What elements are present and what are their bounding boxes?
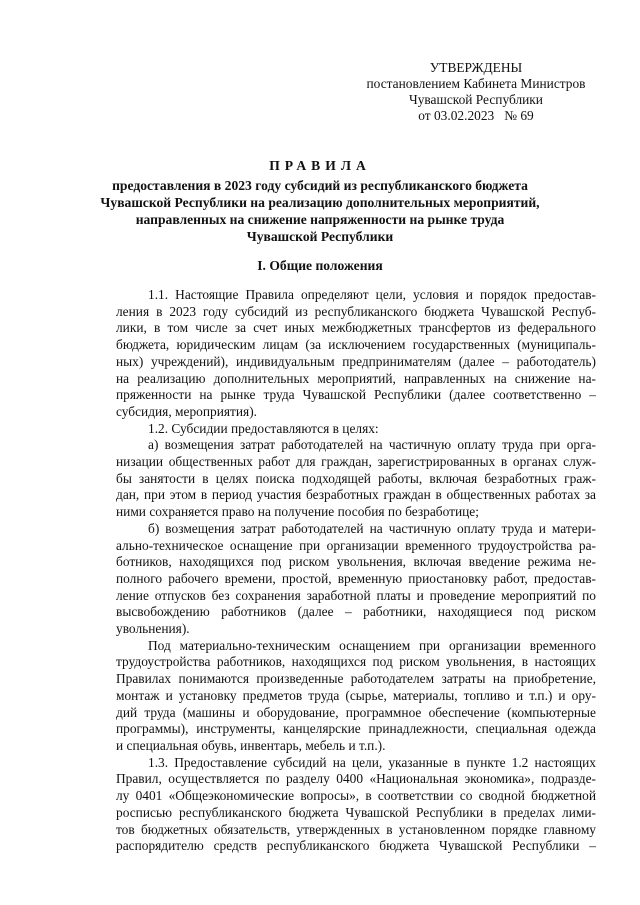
paragraph-line: Правилах понимаются произведенные работодателем затраты на приобретение,: [116, 671, 596, 687]
paragraph-line: увольнения).: [116, 621, 190, 637]
paragraph-line: лу 0401 «Общеэкономические вопросы», в соответствии со сводной бюджетной: [116, 788, 596, 804]
paragraph: [116, 755, 596, 855]
approval-issuer: постановлением Кабинета Министров: [366, 76, 586, 91]
section-title: I. Общие положения: [257, 258, 383, 273]
paragraph: [116, 287, 596, 421]
document-subtitle-line: Чувашской Республики на реализацию дополнительных мероприятий,: [100, 195, 540, 210]
approval-stamp: [356, 60, 596, 124]
document-subtitle-line: направленных на снижение напряженности на рынке труда: [135, 212, 505, 227]
paragraph: [116, 521, 596, 638]
paragraph: [116, 421, 596, 438]
paragraph-line: программы), инструменты, канцелярские принадлежности, специальная одежда: [116, 721, 596, 737]
document-body: [116, 287, 596, 855]
paragraph-line: монтаж и установку предметов труда (сырье, материалы, топливо и т.п.) и ору-: [116, 687, 596, 703]
paragraph-line: росписью республиканского бюджета Чувашской Республики в пределах лими-: [116, 804, 596, 820]
approval-date: от 03.02.2023: [418, 108, 495, 123]
document-subtitle-line: предоставления в 2023 году субсидий из республиканского бюджета: [112, 178, 528, 193]
document-subtitle-line: Чувашской Республики: [246, 229, 394, 244]
paragraph-line: б) возмещения затрат работодателей на частичную оплату труда и матери-: [148, 520, 596, 536]
paragraph-line: ных) учреждений), индивидуальным предпринимателям (далее – работодатель): [116, 353, 596, 369]
paragraph-line: дан, при этом в период участия безработных граждан в общественных работах за: [116, 487, 596, 503]
paragraph-line: субсидия, мероприятия).: [116, 403, 258, 419]
paragraph-line: трудоустройства работников, находящихся под риском увольнения, в настоящих: [116, 654, 596, 670]
paragraph-line: и специальная обувь, инвентарь, мебель и т.п.).: [116, 737, 386, 753]
paragraph-line: ление отпусков без сохранения заработной платы и проведение мероприятий по: [116, 587, 596, 603]
paragraph-line: 1.1. Настоящие Правила определяют цели, условия и порядок предостав-: [148, 287, 596, 302]
paragraph-line: полного рабочего времени, простой, временную приостановку работ, предостав-: [116, 570, 596, 586]
paragraph-line: на реализацию дополнительных мероприятий, направленных на снижение на-: [116, 370, 596, 386]
paragraph-line: ними сохраняется право на получение пособия по безработице;: [116, 504, 479, 520]
paragraph-line: Под материально-техническим оснащением при организации временного: [148, 637, 596, 653]
paragraph-line: распорядителю средств республиканского бюджета Чувашской Республики –: [116, 838, 596, 854]
approval-heading: УТВЕРЖДЕНЫ: [429, 60, 523, 75]
approval-date-number: [356, 108, 596, 124]
paragraph-line: Правил, осуществляется по разделу 0400 «Национальная экономика», подразде-: [116, 771, 596, 787]
paragraph-line: дий труда (машины и оборудование, программное обеспечение (компьютерные: [116, 704, 596, 720]
paragraph-line: 1.2. Субсидии предоставляются в целях:: [148, 420, 379, 436]
paragraph-line: бюджета, юридическим лицам (за исключением государственных (муниципаль-: [116, 337, 596, 353]
paragraph-line: тов бюджетных обязательств, утвержденных в установленном порядке главному: [116, 821, 596, 837]
paragraph-line: высвобождению работников (далее – работники, находящиеся под риском: [116, 604, 596, 620]
paragraph-line: 1.3. Предоставление субсидий на цели, указанные в пункте 1.2 настоящих: [148, 754, 596, 770]
document-title: ПРАВИЛА: [269, 158, 371, 173]
paragraph-line: ально-техническое оснащение при организации временного трудоустройства ра-: [116, 537, 596, 553]
paragraph-line: лики, в том числе за счет иных межбюджетных трансфертов из федерального: [116, 320, 596, 336]
approval-region: Чувашской Республики: [409, 92, 543, 107]
paragraph-line: бы занятости в целях поиска подходящей работы, включая безработных граж-: [116, 470, 596, 486]
paragraph-line: пряженности на рынке труда Чувашской Республики (далее соответственно –: [116, 387, 596, 403]
paragraph-line: а) возмещения затрат работодателей на частичную оплату труда при орга-: [148, 437, 596, 453]
paragraph-line: низации общественных работ для граждан, зарегистрированных в органах служ-: [116, 454, 596, 470]
approval-number: № 69: [504, 108, 534, 123]
paragraph-line: ботников, находящихся под риском увольнения, включая введение режима не-: [116, 554, 596, 570]
paragraph: [116, 638, 596, 755]
paragraph-line: ления в 2023 году субсидий из республиканского бюджета Чувашской Респуб-: [116, 303, 596, 319]
document-heading: [60, 157, 580, 245]
paragraph: [116, 437, 596, 521]
